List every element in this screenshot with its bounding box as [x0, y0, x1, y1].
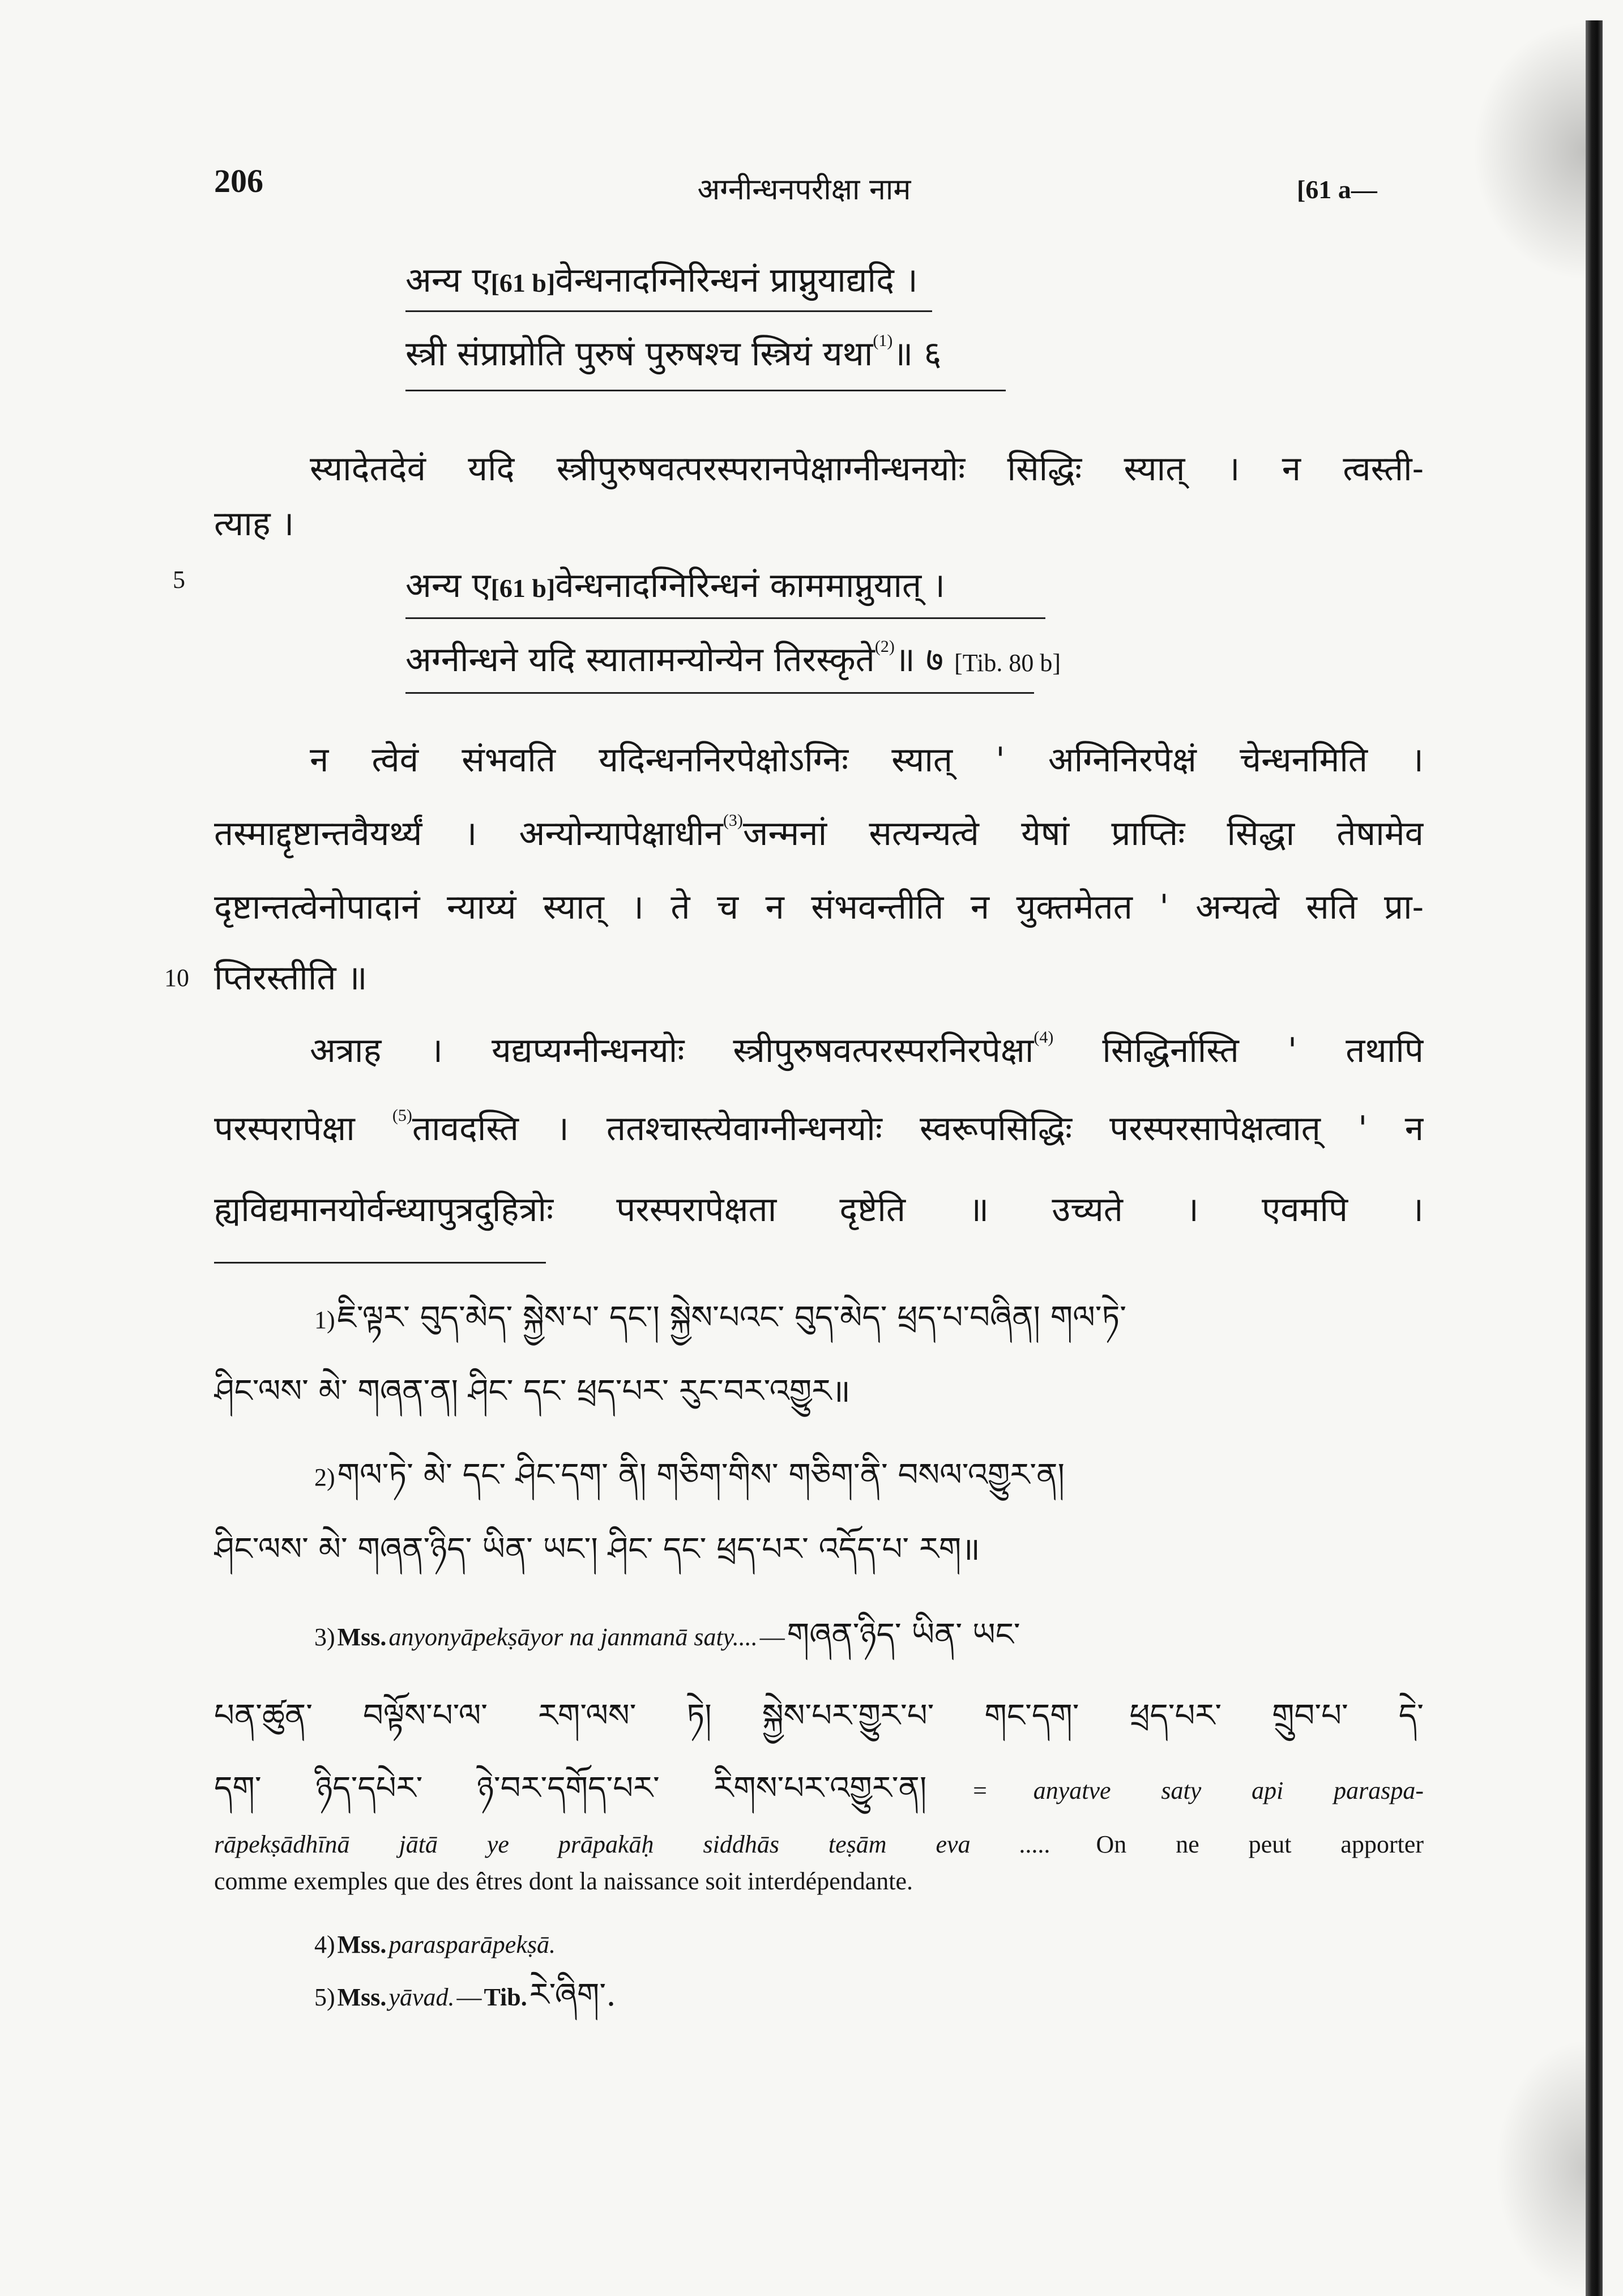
sanskrit-transliteration: anyatve saty api paraspa-: [1033, 1777, 1424, 1804]
tibetan-text: ཇི་ལྟར་ བུད་མེད་ སྐྱེས་པ་ དང་། སྐྱེས་པའང་ བུད་མེད་ ཕྲད་པ་བཞིན། གལ་ཏེ་: [337, 1299, 1127, 1336]
paragraph-3-line-3: ह्यविद्यमानयोर्वन्ध्यापुत्रदुहित्रोः परस्परापेक्षता दृष्टेति ॥ उच्यते । एवमपि ।: [214, 1190, 1424, 1230]
verse-underline: [405, 390, 1006, 391]
footnote-2-line-2: ཤིང་ལས་ མེ་ གཞན་ཉིད་ ཡིན་ ཡང་། ཤིང་ དང་ ཕྲད་པར་ འདོད་པ་ རག॥: [214, 1531, 980, 1568]
paragraph-1-line-2: त्याह ।: [214, 504, 294, 544]
verse-text: अन्य ए: [405, 261, 491, 300]
footnote-1-line-2: ཤིང་ལས་ མེ་ གཞན་ན། ཤིང་ དང་ ཕྲད་པར་ རུང་བར་འགྱུར॥: [214, 1373, 851, 1410]
variant-reading: yāvad.: [388, 1983, 455, 2011]
sanskrit-transliteration: rāpekṣādhīnā jātā ye prāpakāḥ siddhās teṣām eva .....: [214, 1830, 1051, 1858]
paragraph-text: तावदस्ति । ततश्चास्त्येवाग्नीन्धनयोः स्वरूपसिद्धिः परस्परसापेक्षत्वात् ' न: [412, 1109, 1424, 1149]
footnote-number: 2): [314, 1463, 335, 1491]
running-title: अग्नीन्धनपरीक्षा नाम: [697, 173, 911, 207]
footnote-3-line-2: པན་ཚུན་ བལྟོས་པ་ལ་ རག་ལས་ ཏེ། སྐྱེས་པར་གྱུར་པ་ གང་དག་ ཕྲད་པར་ གྲུབ་པ་ དེ་: [214, 1697, 1424, 1734]
scan-shadow-top: [1472, 20, 1586, 281]
margin-line-number: 10: [164, 964, 189, 992]
footnote-marker: (2): [874, 637, 895, 656]
folio-reference: [61 a—: [1297, 175, 1377, 204]
em-dash: —: [759, 1623, 785, 1651]
tibetan-label: Tib.: [484, 1983, 527, 2011]
verse-7-line-2: [405, 631, 1413, 688]
verse-6-line-2: [405, 326, 1413, 382]
footnote-marker: (1): [873, 331, 893, 350]
paragraph-3-line-2: [214, 1100, 1424, 1157]
footnote-3-line-5: comme exemples que des êtres dont la naissance soit interdépendante.: [214, 1867, 913, 1895]
verse-text: अन्य ए: [405, 566, 491, 605]
footnote-marker: (3): [723, 811, 743, 830]
paragraph-2-line-2: [214, 805, 1424, 862]
folio-marker: [61 b]: [490, 574, 556, 603]
footnote-3-line-3: [214, 1760, 1424, 1817]
tibetan-text: དག་ ཉིད་དཔེར་ ཉེ་བར་དགོད་པར་ རིགས་པར་འགྱུར་ན།: [214, 1770, 927, 1807]
footnote-separator: [214, 1262, 546, 1264]
margin-line-number: 5: [173, 566, 185, 594]
footnote-marker: (5): [392, 1106, 412, 1125]
footnote-1-line-1: [314, 1290, 1424, 1346]
french-translation: On ne peut apporter: [1096, 1830, 1424, 1858]
footnote-number: 5): [314, 1983, 335, 2011]
paragraph-2-line-4: प्तिरस्तीति ॥: [214, 958, 368, 998]
manuscripts-label: Mss.: [337, 1623, 387, 1651]
paragraph-text: तस्माद्दृष्टान्तवैयर्थ्यं । अन्योन्यापेक्षाधीन: [214, 814, 723, 853]
verse-text: वेन्धनादग्निरिन्धनं प्राप्नुयाद्यदि ।: [555, 261, 918, 300]
paragraph-text: जन्मनां सत्यन्यत्वे येषां प्राप्तिः सिद्धा तेषामेव: [742, 814, 1424, 853]
page-number: 206: [214, 163, 263, 199]
footnote-marker: (4): [1033, 1028, 1054, 1047]
manuscripts-label: Mss.: [337, 1931, 387, 1958]
verse-number: ॥ ७: [894, 640, 944, 680]
scan-edge: [1586, 20, 1603, 2296]
paragraph-text: अत्राह । यद्यप्यग्नीन्धनयोः स्त्रीपुरुषवत्परस्परनिरपेक्षा: [310, 1031, 1034, 1070]
footnote-5: [314, 1967, 1424, 2024]
tibetan-text: གཞན་ཉིད་ ཡིན་ ཡང་: [787, 1616, 1020, 1653]
tibetan-text: རེ་ཞིག་.: [529, 1977, 616, 2013]
verse-underline: [405, 310, 932, 312]
verse-text: वेन्धनादग्निरिन्धनं काममाप्नुयात् ।: [555, 566, 945, 605]
folio-marker: [61 b]: [490, 268, 556, 297]
paragraph-2-line-1: न त्वेवं संभवति यदिन्धननिरपेक्षोऽग्निः स्यात् ' अग्निनिरपेक्षं चेन्धनमिति ।: [310, 740, 1424, 780]
verse-7-line-1: [405, 557, 1413, 614]
verse-underline: [405, 617, 1045, 619]
variant-reading: anyonyāpekṣāyor na janmanā saty....: [388, 1623, 758, 1651]
equals-sign: =: [973, 1777, 987, 1804]
variant-reading: parasparāpekṣā.: [388, 1931, 556, 1958]
paragraph-text: सिद्धिर्नास्ति ' तथापि: [1053, 1031, 1424, 1070]
footnote-3-line-1: [314, 1607, 1424, 1663]
verse-number: ॥ ६: [892, 334, 942, 374]
paragraph-1-line-1: स्यादेतदेवं यदि स्त्रीपुरुषवत्परस्परानपेक्षाग्नीन्धनयोः सिद्धिः स्यात् । न त्वस्ती-: [310, 449, 1424, 489]
tibetan-text: གལ་ཏེ་ མེ་ དང་ ཤིང་དག་ ནི། གཅིག་གིས་ གཅིག་ནི་ བསལ་འགྱུར་ན།: [337, 1457, 1065, 1493]
footnote-number: 3): [314, 1623, 335, 1651]
footnote-4: [314, 1925, 1424, 1965]
verse-underline: [405, 692, 1034, 694]
footnote-number: 1): [314, 1306, 335, 1334]
paragraph-3-line-1: [310, 1022, 1424, 1079]
verse-6-line-1: [405, 252, 1413, 309]
verse-text: स्त्री संप्राप्नोति पुरुषं पुरुषश्च स्त्रियं यथा: [405, 334, 873, 374]
paragraph-2-line-3: दृष्टान्तत्वेनोपादानं न्याय्यं स्यात् । ते च न संभवन्तीति न युक्तमेतत ' अन्यत्वे सति प्रा-: [214, 887, 1424, 927]
footnote-number: 4): [314, 1931, 335, 1958]
footnote-3-line-4: [214, 1825, 1424, 1864]
footnote-2-line-1: [314, 1447, 1424, 1504]
em-dash: —: [456, 1983, 482, 2011]
manuscripts-label: Mss.: [337, 1983, 387, 2011]
tibetan-folio-reference: [Tib. 80 b]: [954, 649, 1061, 677]
paragraph-text: परस्परापेक्षा: [214, 1109, 392, 1149]
scan-shadow-bottom: [1495, 2039, 1586, 2296]
verse-text: अग्नीन्धने यदि स्यातामन्योन्येन तिरस्कृते: [405, 640, 875, 680]
